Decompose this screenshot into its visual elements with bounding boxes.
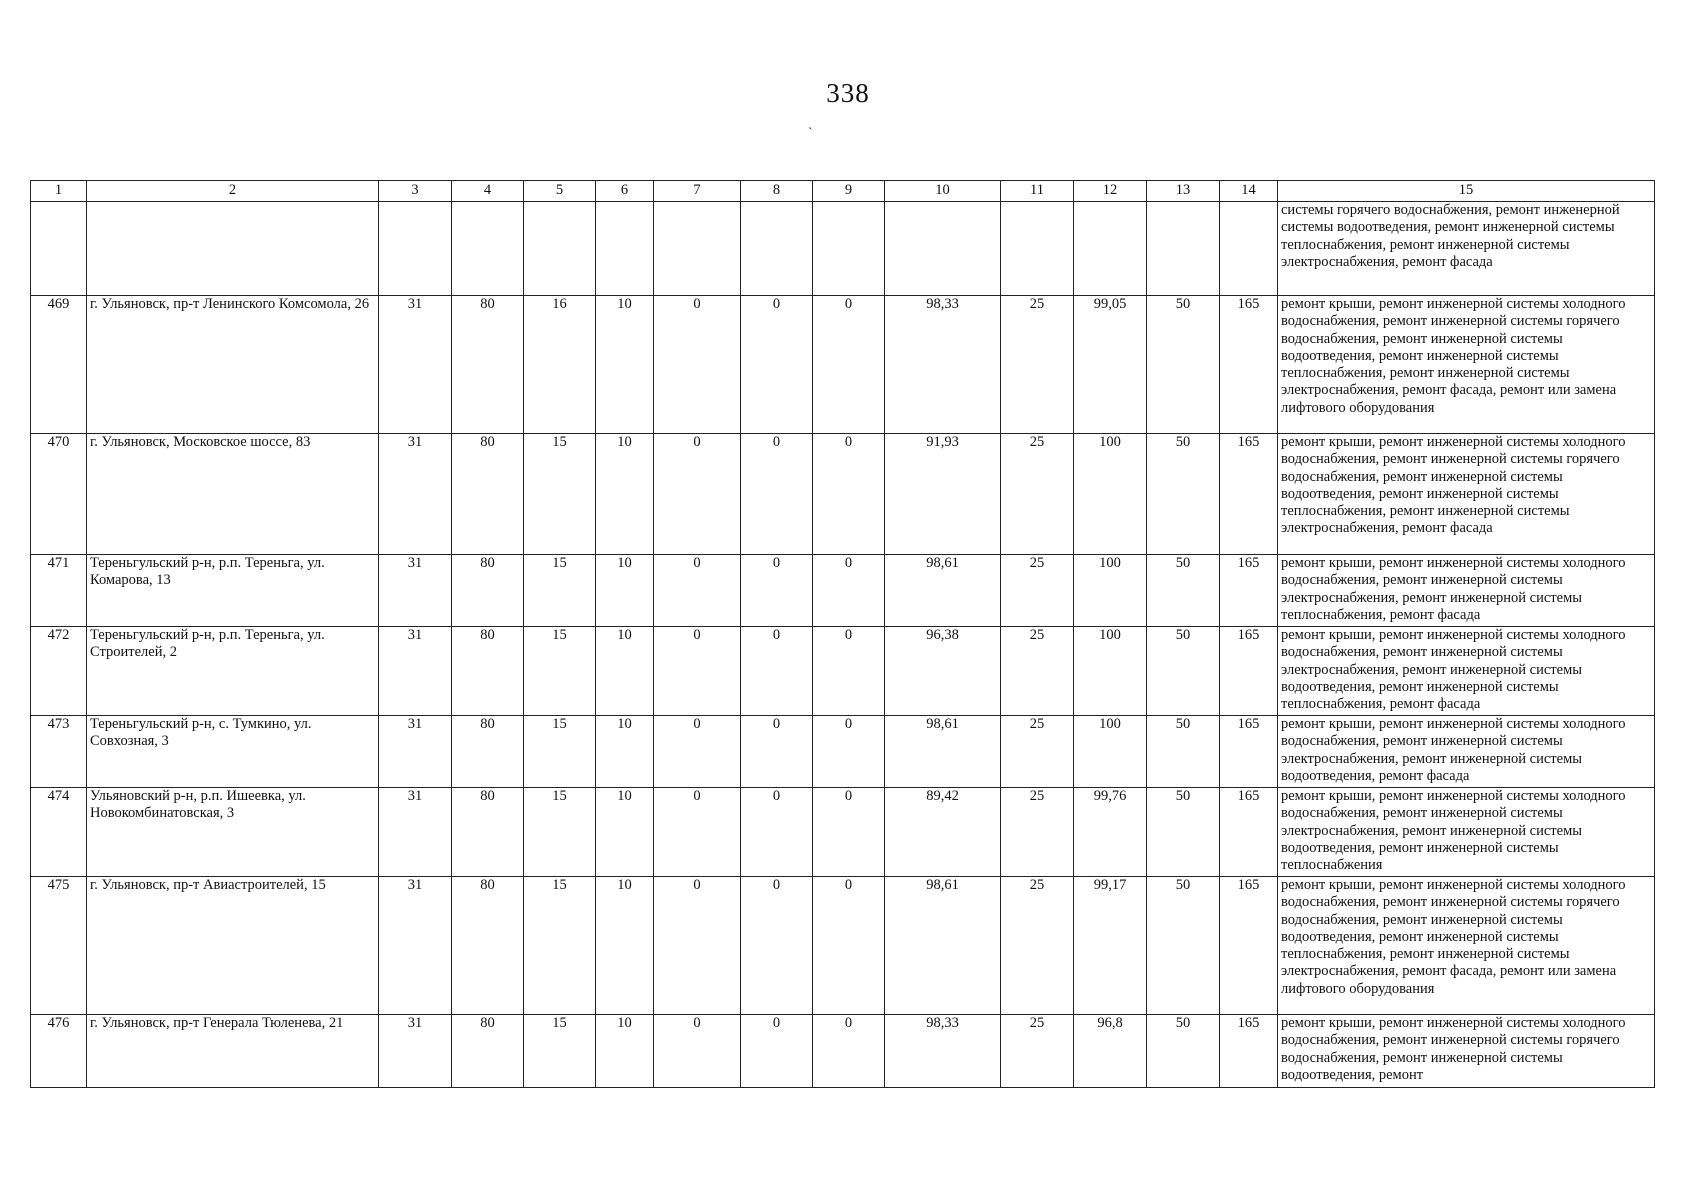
value-cell: 98,33 xyxy=(885,296,1001,434)
row-number: 476 xyxy=(31,1015,87,1088)
row-number: 471 xyxy=(31,555,87,627)
value-cell: 50 xyxy=(1147,555,1220,627)
address-cell: Тереньгульский р-н, р.п. Тереньга, ул. Комарова, 13 xyxy=(87,555,379,627)
value-cell: 0 xyxy=(654,434,741,555)
table-row xyxy=(31,627,1655,716)
value-cell: 80 xyxy=(452,788,524,877)
value-cell: 80 xyxy=(452,716,524,788)
value-cell: 100 xyxy=(1074,627,1147,716)
table-row xyxy=(31,555,1655,627)
value-cell: 80 xyxy=(452,627,524,716)
value-cell: 0 xyxy=(741,1015,813,1088)
cell-empty xyxy=(1220,202,1278,296)
value-cell: 80 xyxy=(452,877,524,1015)
address-cell: г. Ульяновск, пр-т Генерала Тюленева, 21 xyxy=(87,1015,379,1088)
col-header-8: 8 xyxy=(741,181,813,202)
address-cell: Тереньгульский р-н, с. Тумкино, ул. Совхозная, 3 xyxy=(87,716,379,788)
value-cell: 0 xyxy=(654,555,741,627)
works-cell: ремонт крыши, ремонт инженерной системы холодного водоснабжения, ремонт инженерной системы горячего водоснабжения, ремонт инженерной системы водоотведения, ремонт инженерной системы теплоснабжения, ремонт инженерной системы электроснабжения, ремонт фасада, ремонт или замена лифтового оборудования xyxy=(1278,296,1655,434)
table-row xyxy=(31,1015,1655,1088)
value-cell: 0 xyxy=(741,877,813,1015)
value-cell: 50 xyxy=(1147,627,1220,716)
value-cell: 10 xyxy=(596,555,654,627)
value-cell: 99,05 xyxy=(1074,296,1147,434)
value-cell: 15 xyxy=(524,434,596,555)
value-cell: 96,38 xyxy=(885,627,1001,716)
value-cell: 0 xyxy=(654,627,741,716)
address-cell: Тереньгульский р-н, р.п. Тереньга, ул. Строителей, 2 xyxy=(87,627,379,716)
row-number: 469 xyxy=(31,296,87,434)
value-cell: 25 xyxy=(1001,627,1074,716)
value-cell: 50 xyxy=(1147,434,1220,555)
address-cell: г. Ульяновск, пр-т Ленинского Комсомола, 26 xyxy=(87,296,379,434)
value-cell: 165 xyxy=(1220,877,1278,1015)
value-cell: 15 xyxy=(524,877,596,1015)
value-cell: 15 xyxy=(524,788,596,877)
col-header-6: 6 xyxy=(596,181,654,202)
cell-empty xyxy=(1074,202,1147,296)
value-cell: 0 xyxy=(741,788,813,877)
value-cell: 0 xyxy=(654,716,741,788)
value-cell: 10 xyxy=(596,434,654,555)
value-cell: 16 xyxy=(524,296,596,434)
row-number: 473 xyxy=(31,716,87,788)
value-cell: 10 xyxy=(596,788,654,877)
value-cell: 25 xyxy=(1001,716,1074,788)
value-cell: 50 xyxy=(1147,296,1220,434)
address-cell: г. Ульяновск, Московское шоссе, 83 xyxy=(87,434,379,555)
value-cell: 98,61 xyxy=(885,877,1001,1015)
value-cell: 89,42 xyxy=(885,788,1001,877)
cell-empty xyxy=(452,202,524,296)
value-cell: 15 xyxy=(524,716,596,788)
value-cell: 15 xyxy=(524,627,596,716)
table-row xyxy=(31,877,1655,1015)
cell-empty xyxy=(741,202,813,296)
cell-empty xyxy=(379,202,452,296)
works-cell: ремонт крыши, ремонт инженерной системы холодного водоснабжения, ремонт инженерной системы горячего водоснабжения, ремонт инженерной системы водоотведения, ремонт инженерной системы теплоснабжения, ремонт инженерной системы электроснабжения, ремонт фасада xyxy=(1278,434,1655,555)
value-cell: 25 xyxy=(1001,788,1074,877)
cell-empty xyxy=(31,202,87,296)
value-cell: 31 xyxy=(379,627,452,716)
cell-empty xyxy=(813,202,885,296)
header-row xyxy=(31,181,1655,202)
works-cell: ремонт крыши, ремонт инженерной системы холодного водоснабжения, ремонт инженерной системы электроснабжения, ремонт инженерной системы водоотведения, ремонт инженерной системы теплоснабжения xyxy=(1278,788,1655,877)
value-cell: 99,76 xyxy=(1074,788,1147,877)
col-header-13: 13 xyxy=(1147,181,1220,202)
table-row xyxy=(31,788,1655,877)
value-cell: 165 xyxy=(1220,788,1278,877)
value-cell: 31 xyxy=(379,1015,452,1088)
value-cell: 165 xyxy=(1220,1015,1278,1088)
value-cell: 0 xyxy=(813,555,885,627)
col-header-2: 2 xyxy=(87,181,379,202)
value-cell: 96,8 xyxy=(1074,1015,1147,1088)
row-number: 472 xyxy=(31,627,87,716)
col-header-3: 3 xyxy=(379,181,452,202)
value-cell: 25 xyxy=(1001,434,1074,555)
value-cell: 100 xyxy=(1074,716,1147,788)
value-cell: 0 xyxy=(813,296,885,434)
cell-empty xyxy=(885,202,1001,296)
value-cell: 91,93 xyxy=(885,434,1001,555)
value-cell: 0 xyxy=(813,627,885,716)
works-cell: ремонт крыши, ремонт инженерной системы холодного водоснабжения, ремонт инженерной системы электроснабжения, ремонт инженерной системы теплоснабжения, ремонт фасада xyxy=(1278,555,1655,627)
value-cell: 50 xyxy=(1147,1015,1220,1088)
value-cell: 15 xyxy=(524,555,596,627)
value-cell: 0 xyxy=(741,434,813,555)
value-cell: 0 xyxy=(741,555,813,627)
address-cell: г. Ульяновск, пр-т Авиастроителей, 15 xyxy=(87,877,379,1015)
works-cell: системы горячего водоснабжения, ремонт инженерной системы водоотведения, ремонт инженерной системы теплоснабжения, ремонт инженерной системы электроснабжения, ремонт фасада xyxy=(1278,202,1655,296)
value-cell: 0 xyxy=(741,627,813,716)
value-cell: 10 xyxy=(596,716,654,788)
value-cell: 0 xyxy=(654,877,741,1015)
address-cell: Ульяновский р-н, р.п. Ишеевка, ул. Новокомбинатовская, 3 xyxy=(87,788,379,877)
col-header-4: 4 xyxy=(452,181,524,202)
col-header-14: 14 xyxy=(1220,181,1278,202)
value-cell: 165 xyxy=(1220,555,1278,627)
value-cell: 0 xyxy=(813,877,885,1015)
cell-empty xyxy=(596,202,654,296)
value-cell: 50 xyxy=(1147,788,1220,877)
value-cell: 31 xyxy=(379,296,452,434)
value-cell: 10 xyxy=(596,877,654,1015)
value-cell: 80 xyxy=(452,555,524,627)
value-cell: 31 xyxy=(379,434,452,555)
value-cell: 98,61 xyxy=(885,716,1001,788)
col-header-15: 15 xyxy=(1278,181,1655,202)
row-number: 470 xyxy=(31,434,87,555)
col-header-12: 12 xyxy=(1074,181,1147,202)
value-cell: 0 xyxy=(813,1015,885,1088)
table-row xyxy=(31,434,1655,555)
value-cell: 0 xyxy=(813,788,885,877)
table-row xyxy=(31,716,1655,788)
value-cell: 50 xyxy=(1147,877,1220,1015)
value-cell: 99,17 xyxy=(1074,877,1147,1015)
value-cell: 0 xyxy=(813,434,885,555)
value-cell: 80 xyxy=(452,296,524,434)
value-cell: 10 xyxy=(596,627,654,716)
value-cell: 98,61 xyxy=(885,555,1001,627)
value-cell: 100 xyxy=(1074,434,1147,555)
col-header-7: 7 xyxy=(654,181,741,202)
page-number: 338 xyxy=(826,78,870,108)
value-cell: 0 xyxy=(654,296,741,434)
register-table xyxy=(30,180,1655,1088)
value-cell: 31 xyxy=(379,788,452,877)
works-cell: ремонт крыши, ремонт инженерной системы холодного водоснабжения, ремонт инженерной системы горячего водоснабжения, ремонт инженерной системы водоотведения, ремонт xyxy=(1278,1015,1655,1088)
works-cell: ремонт крыши, ремонт инженерной системы холодного водоснабжения, ремонт инженерной системы горячего водоснабжения, ремонт инженерной системы водоотведения, ремонт инженерной системы теплоснабжения, ремонт инженерной системы электроснабжения, ремонт фасада, ремонт или замена лифтового оборудования xyxy=(1278,877,1655,1015)
value-cell: 25 xyxy=(1001,1015,1074,1088)
cell-empty xyxy=(524,202,596,296)
value-cell: 10 xyxy=(596,1015,654,1088)
value-cell: 25 xyxy=(1001,296,1074,434)
row-number: 475 xyxy=(31,877,87,1015)
value-cell: 0 xyxy=(741,716,813,788)
value-cell: 98,33 xyxy=(885,1015,1001,1088)
col-header-9: 9 xyxy=(813,181,885,202)
value-cell: 50 xyxy=(1147,716,1220,788)
value-cell: 165 xyxy=(1220,434,1278,555)
value-cell: 25 xyxy=(1001,877,1074,1015)
cell-empty xyxy=(1147,202,1220,296)
value-cell: 100 xyxy=(1074,555,1147,627)
works-cell: ремонт крыши, ремонт инженерной системы холодного водоснабжения, ремонт инженерной системы электроснабжения, ремонт инженерной системы водоотведения, ремонт фасада xyxy=(1278,716,1655,788)
col-header-11: 11 xyxy=(1001,181,1074,202)
value-cell: 80 xyxy=(452,434,524,555)
value-cell: 0 xyxy=(654,1015,741,1088)
col-header-5: 5 xyxy=(524,181,596,202)
works-cell: ремонт крыши, ремонт инженерной системы холодного водоснабжения, ремонт инженерной системы электроснабжения, ремонт инженерной системы водоотведения, ремонт инженерной системы теплоснабжения, ремонт фасада xyxy=(1278,627,1655,716)
value-cell: 10 xyxy=(596,296,654,434)
value-cell: 165 xyxy=(1220,716,1278,788)
scan-mark: ˋ xyxy=(808,126,813,141)
col-header-1: 1 xyxy=(31,181,87,202)
value-cell: 0 xyxy=(654,788,741,877)
value-cell: 0 xyxy=(813,716,885,788)
value-cell: 165 xyxy=(1220,296,1278,434)
value-cell: 31 xyxy=(379,555,452,627)
value-cell: 80 xyxy=(452,1015,524,1088)
table-row xyxy=(31,296,1655,434)
cell-empty xyxy=(654,202,741,296)
value-cell: 25 xyxy=(1001,555,1074,627)
value-cell: 31 xyxy=(379,877,452,1015)
col-header-10: 10 xyxy=(885,181,1001,202)
cell-empty xyxy=(87,202,379,296)
cell-empty xyxy=(1001,202,1074,296)
value-cell: 0 xyxy=(741,296,813,434)
row-number: 474 xyxy=(31,788,87,877)
value-cell: 165 xyxy=(1220,627,1278,716)
continuation-row xyxy=(31,202,1655,296)
value-cell: 31 xyxy=(379,716,452,788)
value-cell: 15 xyxy=(524,1015,596,1088)
